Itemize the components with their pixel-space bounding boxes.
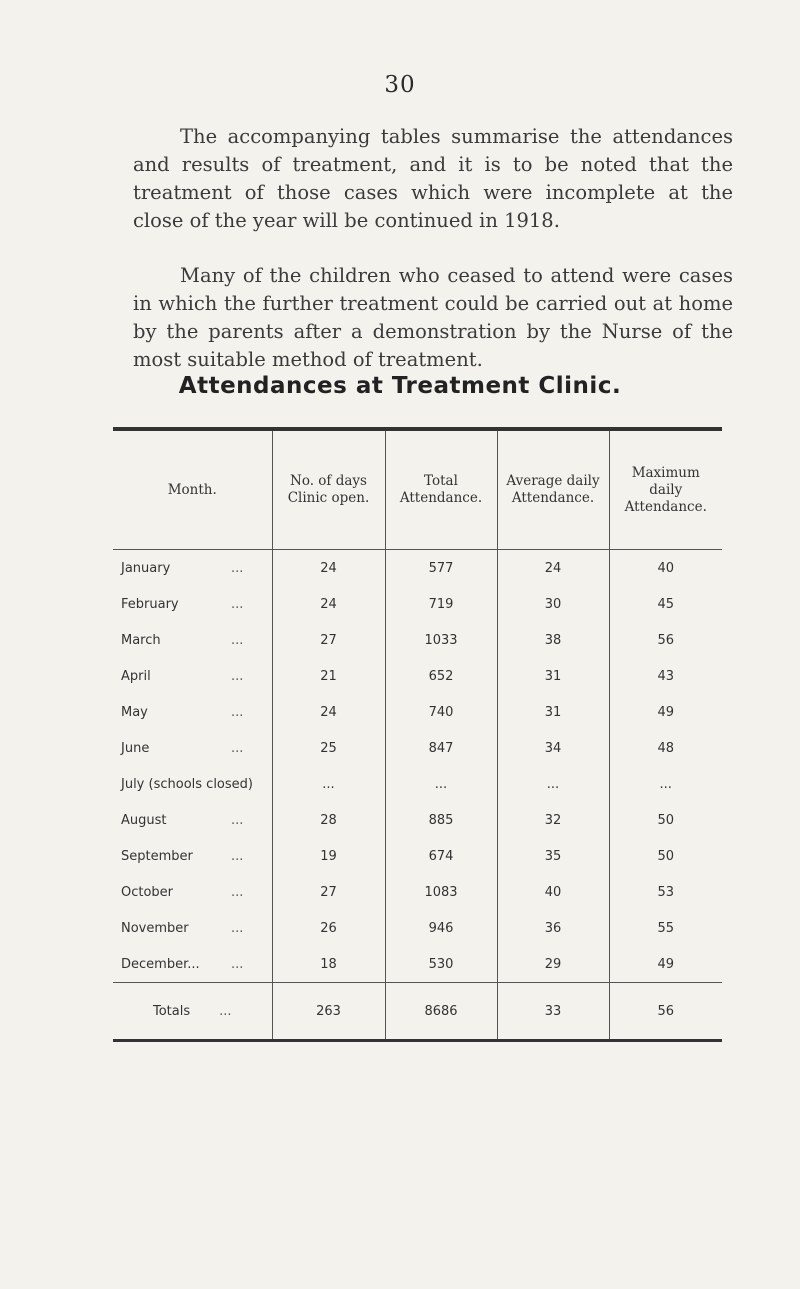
leader-dots: ... [231, 560, 244, 576]
totals-row [113, 983, 722, 1041]
month-label: October [121, 884, 174, 900]
month-cell [113, 622, 272, 658]
maximum-cell: 49 [609, 946, 722, 983]
month-cell [113, 946, 272, 983]
maximum-cell: ... [609, 766, 722, 802]
days-cell: 24 [272, 586, 385, 622]
maximum-cell: 48 [609, 730, 722, 766]
leader-dots: ... [231, 632, 244, 648]
leader-dots: ... [231, 884, 244, 900]
days-cell: 21 [272, 658, 385, 694]
average-cell: 38 [497, 622, 609, 658]
month-cell [113, 730, 272, 766]
total-cell: 719 [385, 586, 497, 622]
leader-dots: ... [231, 956, 244, 972]
table-row [113, 730, 722, 766]
average-cell: 40 [497, 874, 609, 910]
month-cell [113, 658, 272, 694]
table-row [113, 550, 722, 587]
month-cell [113, 550, 272, 587]
leader-dots: ... [231, 812, 244, 828]
totals-label-cell [113, 983, 272, 1041]
maximum-cell: 43 [609, 658, 722, 694]
paragraph-1 [133, 123, 733, 235]
total-cell: 530 [385, 946, 497, 983]
paragraph-2 [133, 262, 733, 374]
maximum-cell: 56 [609, 622, 722, 658]
header-average-daily: Average daily Attendance. [497, 429, 609, 550]
month-label: July (schools closed) [121, 776, 253, 792]
average-cell: 31 [497, 694, 609, 730]
total-cell: 946 [385, 910, 497, 946]
days-cell: 25 [272, 730, 385, 766]
month-label: March [121, 632, 161, 648]
maximum-cell: 53 [609, 874, 722, 910]
table-row [113, 838, 722, 874]
maximum-cell: 50 [609, 802, 722, 838]
paragraph-1-text: The accompanying tables summarise the attendances and results of treatment, and it is to be noted that the treatment of those cases which were incomplete at the close of the year will be continued in 1918. [133, 125, 733, 232]
month-cell [113, 766, 272, 802]
month-cell [113, 874, 272, 910]
table-row [113, 946, 722, 983]
totals-label: Totals [153, 1003, 191, 1019]
days-cell: 18 [272, 946, 385, 983]
maximum-cell: 55 [609, 910, 722, 946]
maximum-cell: 45 [609, 586, 722, 622]
month-label: December... [121, 956, 200, 972]
month-label: August [121, 812, 167, 828]
table-row [113, 622, 722, 658]
total-cell: 847 [385, 730, 497, 766]
days-cell: 27 [272, 622, 385, 658]
attendance-data-table [113, 427, 722, 1042]
totals-days-cell: 263 [272, 983, 385, 1041]
header-days-open: No. of days Clinic open. [272, 429, 385, 550]
month-label: June [121, 740, 150, 756]
total-cell: 652 [385, 658, 497, 694]
header-row [113, 429, 722, 550]
total-cell: 674 [385, 838, 497, 874]
totals-average-cell: 33 [497, 983, 609, 1041]
days-cell: 24 [272, 550, 385, 587]
leader-dots: ... [231, 740, 244, 756]
days-cell: 27 [272, 874, 385, 910]
leader-dots: ... [231, 596, 244, 612]
total-cell: 1083 [385, 874, 497, 910]
average-cell: 30 [497, 586, 609, 622]
month-cell [113, 802, 272, 838]
month-label: April [121, 668, 151, 684]
total-cell: 885 [385, 802, 497, 838]
page-number: 30 [384, 72, 416, 98]
header-month: Month. [113, 429, 272, 550]
total-cell: 740 [385, 694, 497, 730]
month-cell [113, 838, 272, 874]
month-cell [113, 586, 272, 622]
totals-maximum-cell: 56 [609, 983, 722, 1041]
average-cell: 24 [497, 550, 609, 587]
month-cell [113, 694, 272, 730]
table-row [113, 586, 722, 622]
average-cell: ... [497, 766, 609, 802]
average-cell: 35 [497, 838, 609, 874]
table-row [113, 694, 722, 730]
table-row [113, 910, 722, 946]
total-cell: 1033 [385, 622, 497, 658]
month-label: November [121, 920, 189, 936]
average-cell: 32 [497, 802, 609, 838]
leader-dots: ... [219, 1003, 232, 1019]
header-total-attendance: Total Attendance. [385, 429, 497, 550]
table-row [113, 766, 722, 802]
leader-dots: ... [231, 848, 244, 864]
days-cell: 24 [272, 694, 385, 730]
maximum-cell: 49 [609, 694, 722, 730]
table-row [113, 874, 722, 910]
month-label: February [121, 596, 179, 612]
month-label: January [121, 560, 171, 576]
leader-dots: ... [231, 920, 244, 936]
total-cell: 577 [385, 550, 497, 587]
days-cell: 19 [272, 838, 385, 874]
days-cell: 26 [272, 910, 385, 946]
attendance-table [113, 427, 722, 1019]
days-cell: ... [272, 766, 385, 802]
table-title: Attendances at Treatment Clinic. [178, 373, 622, 399]
leader-dots: ... [231, 668, 244, 684]
total-cell: ... [385, 766, 497, 802]
month-label: May [121, 704, 148, 720]
days-cell: 28 [272, 802, 385, 838]
average-cell: 34 [497, 730, 609, 766]
totals-total-cell: 8686 [385, 983, 497, 1041]
month-label: September [121, 848, 193, 864]
leader-dots: ... [231, 704, 244, 720]
paragraph-2-text: Many of the children who ceased to attend were cases in which the further treatment could be carried out at home by the parents after a demonstration by the Nurse of the most suitable method of treatment. [133, 264, 733, 371]
header-maximum-daily: Maximum daily Attendance. [609, 429, 722, 550]
maximum-cell: 40 [609, 550, 722, 587]
average-cell: 29 [497, 946, 609, 983]
table-row [113, 802, 722, 838]
table-row [113, 658, 722, 694]
average-cell: 31 [497, 658, 609, 694]
month-cell [113, 910, 272, 946]
maximum-cell: 50 [609, 838, 722, 874]
average-cell: 36 [497, 910, 609, 946]
